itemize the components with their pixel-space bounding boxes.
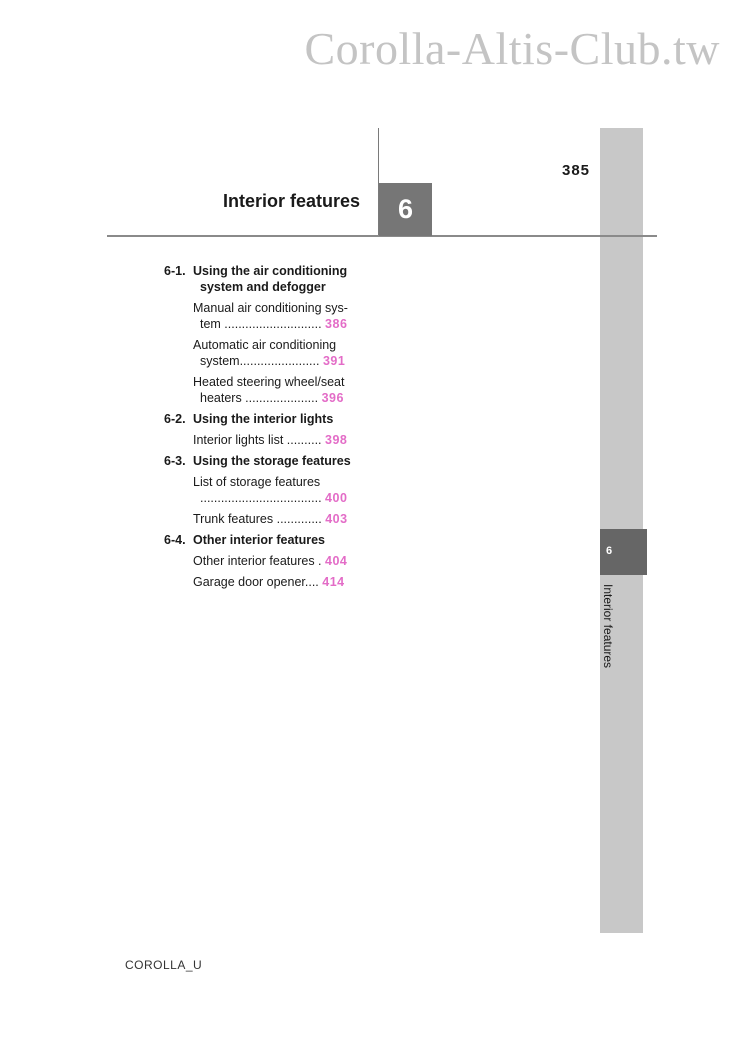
toc-entry-other-interior[interactable] — [164, 553, 359, 569]
page-link[interactable]: 403 — [325, 512, 348, 526]
page-link[interactable]: 414 — [322, 575, 345, 589]
toc-section-6-2 — [164, 411, 359, 427]
chapter-number: 6 — [397, 194, 414, 224]
watermark-text: Corolla-Altis-Club.tw — [304, 23, 720, 74]
toc-entry-trunk[interactable] — [164, 511, 359, 527]
section-number: 6-1. — [164, 264, 186, 278]
section-number: 6-3. — [164, 454, 186, 468]
section-title: Using the interior lights — [193, 412, 334, 426]
entry-text: Manual air conditioning sys- — [193, 301, 348, 315]
entry-text: Interior lights list .......... — [193, 433, 322, 447]
toc-section-6-1 — [164, 263, 359, 295]
toc-entry-garage-door[interactable] — [164, 574, 359, 590]
section-number: 6-4. — [164, 533, 186, 547]
page-link[interactable]: 396 — [321, 391, 344, 405]
entry-text: system....................... — [200, 354, 320, 368]
page-link[interactable]: 391 — [322, 354, 346, 368]
page-link[interactable]: 400 — [325, 491, 348, 505]
table-of-contents — [164, 263, 359, 595]
toc-section-6-4 — [164, 532, 359, 548]
section-title: Using the storage features — [193, 454, 351, 468]
page-link[interactable]: 386 — [325, 317, 348, 331]
page-number: 385 — [562, 162, 591, 179]
entry-text: Other interior features . — [193, 554, 322, 568]
footer-text: COROLLA_U — [125, 958, 203, 972]
toc-section-6-3 — [164, 453, 359, 469]
page-link[interactable]: 398 — [325, 433, 348, 447]
entry-text: tem ............................ — [200, 317, 322, 331]
chapter-title: Interior features — [222, 191, 360, 211]
section-number: 6-2. — [164, 412, 186, 426]
section-title-cont: system and defogger — [200, 280, 326, 294]
entry-text: Trunk features ............. — [193, 512, 322, 526]
section-title: Using the air conditioning — [193, 264, 348, 278]
entry-text: ................................... — [200, 491, 322, 505]
chapter-tab-label: Interior features — [601, 584, 615, 669]
chapter-tab-number: 6 — [606, 545, 613, 557]
section-title: Other interior features — [193, 533, 325, 547]
entry-text: heaters ..................... — [200, 391, 319, 405]
toc-entry-interior-lights[interactable] — [164, 432, 359, 448]
entry-text: List of storage features — [193, 475, 321, 489]
toc-entry-manual-ac[interactable] — [164, 300, 359, 332]
entry-text: Automatic air conditioning — [193, 338, 337, 352]
entry-text: Garage door opener.... — [193, 575, 319, 589]
toc-entry-automatic-ac[interactable] — [164, 337, 359, 369]
chapter-number-box — [379, 183, 432, 236]
entry-text: Heated steering wheel/seat — [193, 375, 345, 389]
page-link[interactable]: 404 — [325, 554, 348, 568]
toc-entry-heated-steering[interactable] — [164, 374, 359, 406]
toc-entry-storage-list[interactable] — [164, 474, 359, 506]
